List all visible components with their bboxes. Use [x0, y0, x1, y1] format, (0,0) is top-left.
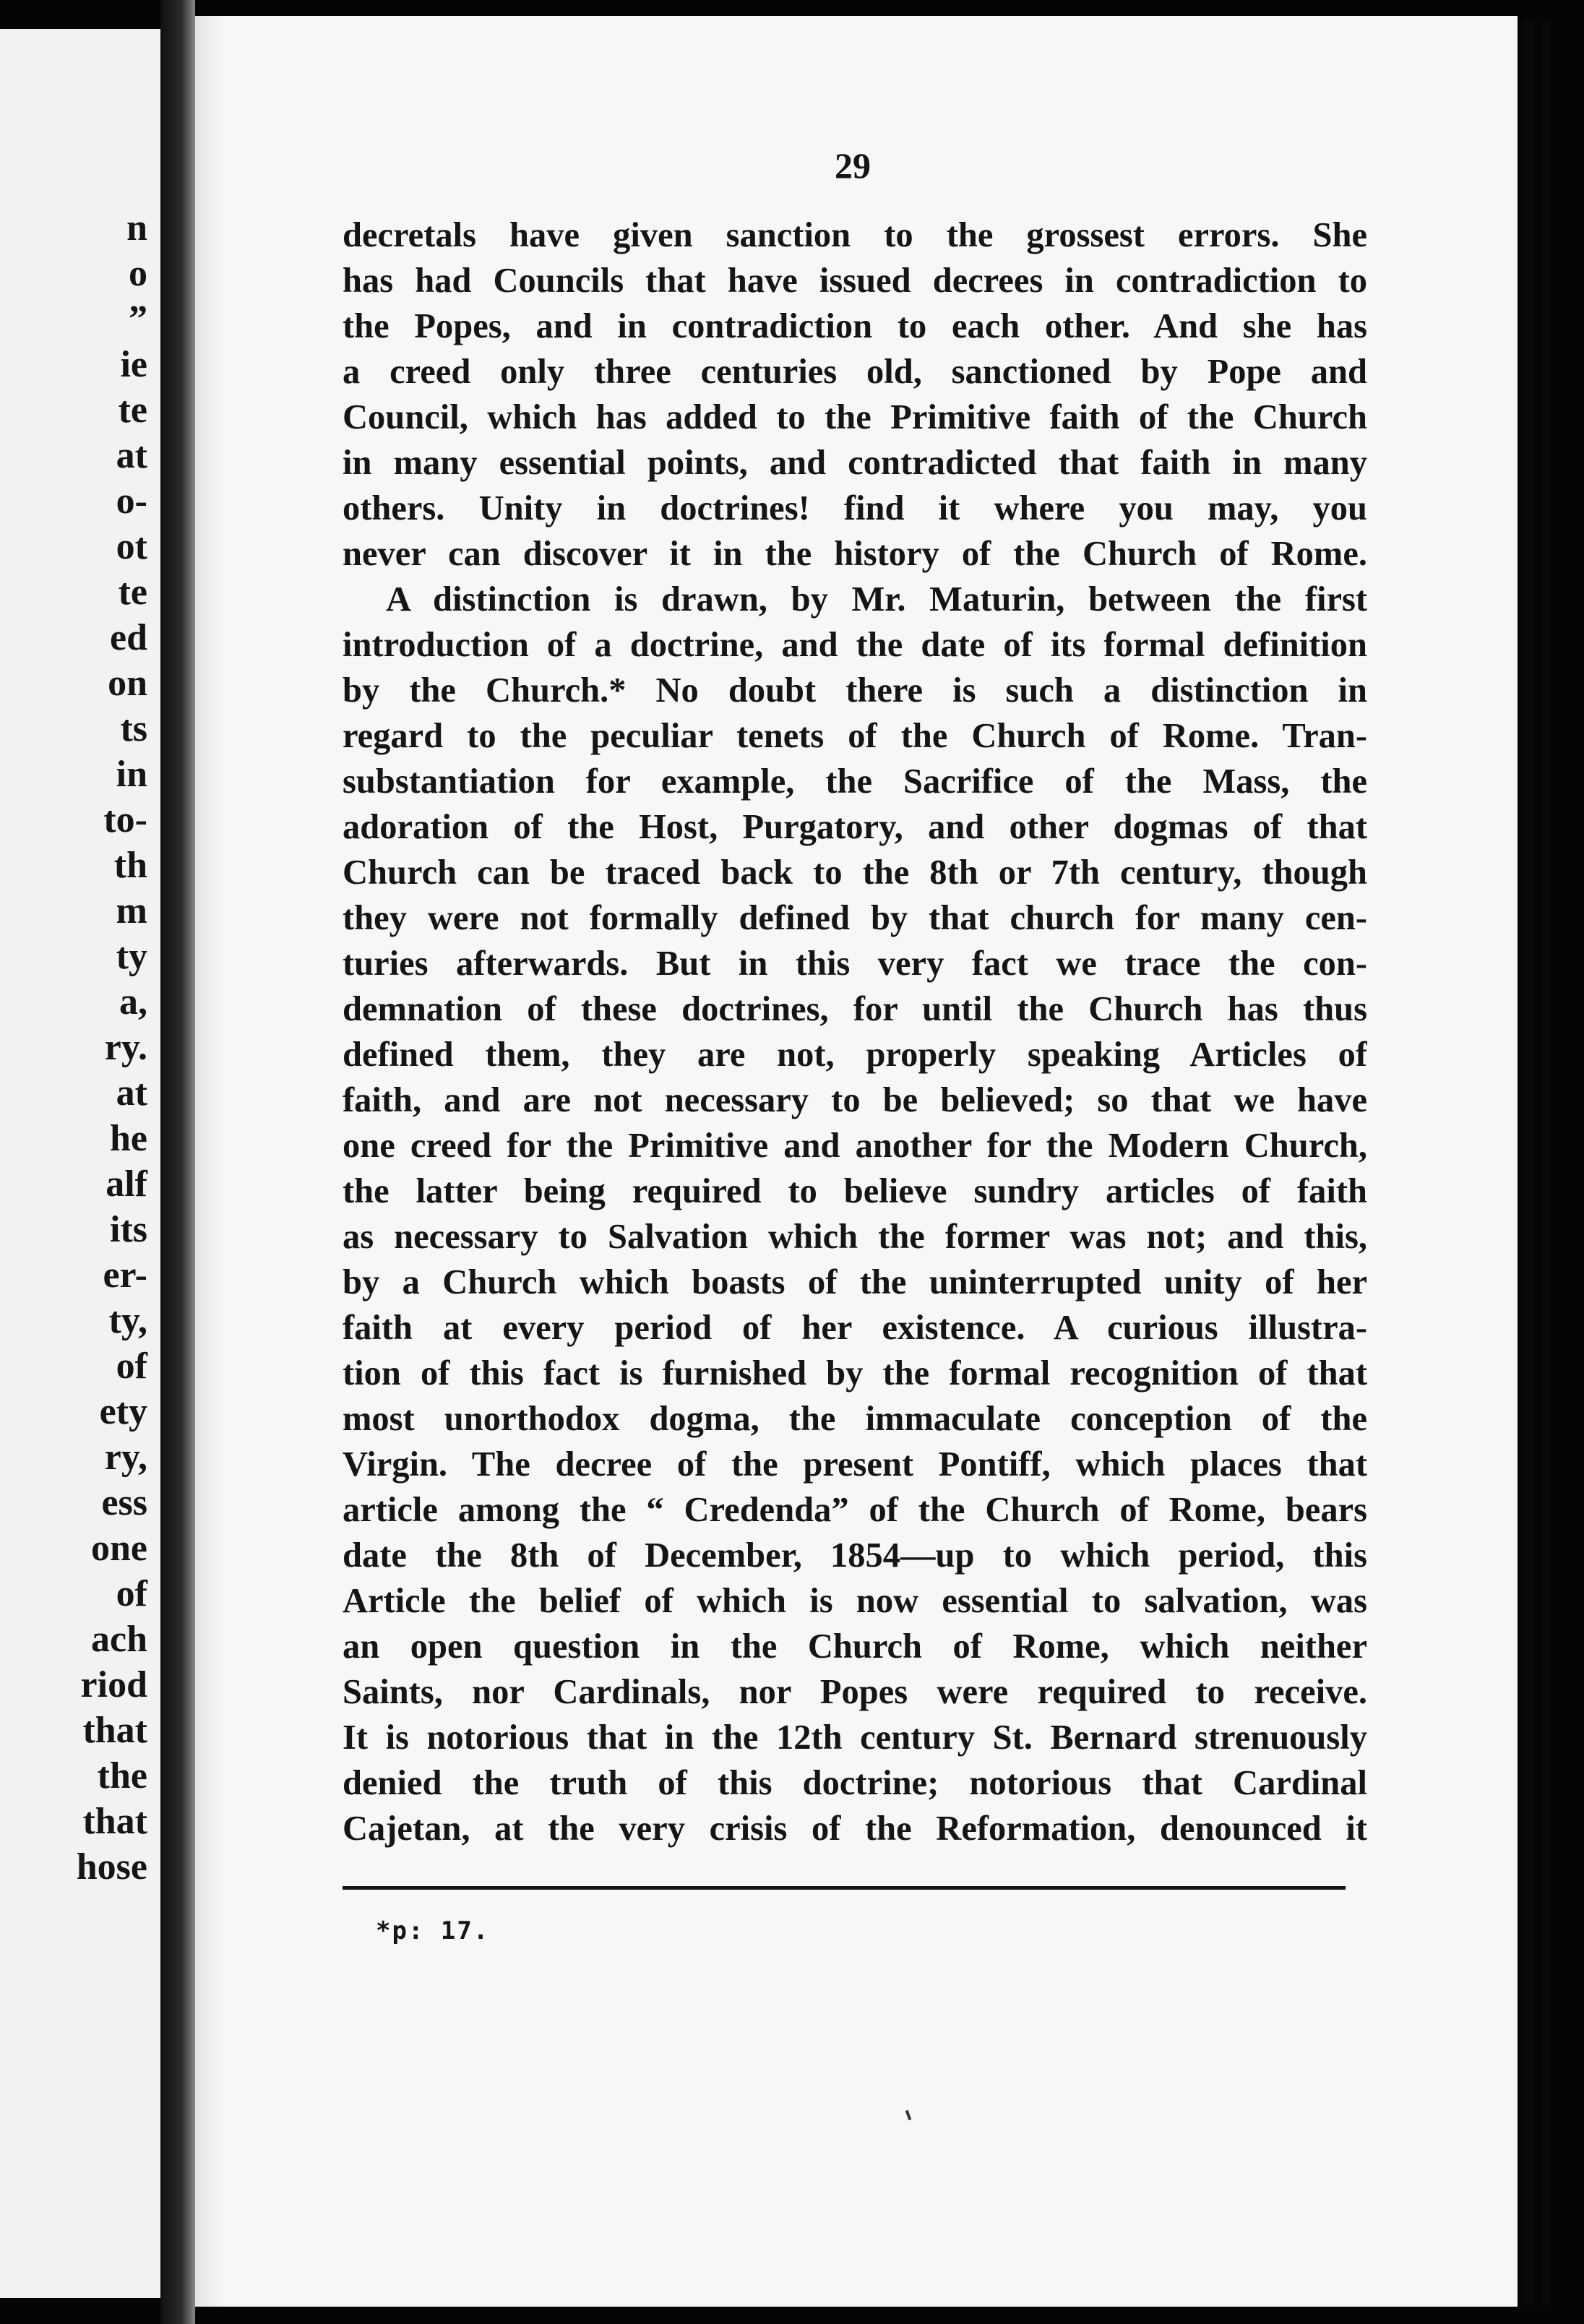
facing-page-fragment: on	[108, 663, 147, 704]
text-line: adoration of the Host, Purgatory, and other dogmas of that	[343, 808, 1367, 846]
text-line: a creed only three centuries old, sanctioned by Pope and	[343, 353, 1367, 391]
text-line: Article the belief of which is now essential to salvation, was	[343, 1582, 1367, 1620]
text-line: defined them, they are not, properly speaking Articles of	[343, 1036, 1367, 1074]
text-line: Cajetan, at the very crisis of the Reformation, denounced it	[343, 1809, 1367, 1848]
facing-page-fragment: of	[116, 1573, 147, 1614]
text-line: they were not formally defined by that church for many cen-	[343, 899, 1367, 937]
facing-page-fragment: ie	[120, 344, 147, 385]
facing-page-fragment: o	[129, 253, 147, 294]
text-line: It is notorious that in the 12th century St. Bernard strenuously	[343, 1718, 1367, 1757]
text-line: Saints, nor Cardinals, nor Popes were required to receive.	[343, 1673, 1367, 1711]
text-line: tion of this fact is furnished by the formal recognition of that	[343, 1354, 1367, 1393]
text-line: article among the “ Credenda” of the Church of Rome, bears	[343, 1491, 1367, 1529]
facing-page-fragment: te	[118, 390, 147, 431]
text-line: Council, which has added to the Primitive faith of the Church	[343, 398, 1367, 436]
facing-page-fragment: th	[113, 845, 147, 886]
facing-page-fragment: ach	[91, 1619, 147, 1660]
facing-page-fragment: the	[97, 1755, 147, 1796]
facing-page-fragment: a,	[119, 981, 147, 1023]
facing-page-fragment: its	[110, 1209, 147, 1250]
facing-page-fragment: ed	[110, 617, 147, 658]
footnote-rule	[343, 1886, 1346, 1890]
facing-page-fragment: te	[118, 572, 147, 613]
text-line: one creed for the Primitive and another for the Modern Church,	[343, 1127, 1367, 1165]
facing-page-fragment: one	[91, 1528, 147, 1569]
text-line: denied the truth of this doctrine; notorious that Cardinal	[343, 1764, 1367, 1802]
facing-page-fragment: ty,	[108, 1300, 147, 1341]
facing-page-fragment: that	[82, 1801, 147, 1842]
facing-page-fragment: of	[116, 1346, 147, 1387]
body-text	[343, 212, 1367, 1851]
text-line: demnation of these doctrines, for until the Church has thus	[343, 990, 1367, 1028]
facing-page-fragment: ot	[116, 526, 147, 567]
text-line: date the 8th of December, 1854—up to which period, this	[343, 1536, 1367, 1575]
facing-page-fragment: riod	[80, 1664, 147, 1705]
text-line: the latter being required to believe sundry articles of faith	[343, 1172, 1367, 1210]
facing-page-fragment: at	[116, 435, 147, 476]
text-line: as necessary to Salvation which the former was not; and this,	[343, 1218, 1367, 1256]
text-line: by a Church which boasts of the uninterrupted unity of her	[343, 1263, 1367, 1301]
facing-page-fragment: o-	[116, 481, 147, 522]
facing-page-fragment: ry.	[104, 1027, 147, 1068]
facing-page-fragment: ty	[116, 936, 147, 977]
facing-page-fragment: at	[116, 1072, 147, 1114]
facing-page-edge	[0, 29, 160, 2298]
text-line: substantiation for example, the Sacrifice of the Mass, the	[343, 762, 1367, 801]
page-gutter	[160, 0, 195, 2324]
page-edge-bar	[1542, 22, 1551, 2305]
facing-page-fragment: hose	[76, 1846, 147, 1888]
facing-page-fragment: he	[110, 1118, 147, 1159]
facing-page-fragment: ”	[129, 298, 147, 340]
text-line: Virgin. The decree of the present Pontiff, which places that	[343, 1445, 1367, 1484]
facing-page-fragment: er-	[103, 1254, 147, 1296]
text-line: by the Church.* No doubt there is such a distinction in	[343, 671, 1367, 710]
facing-page-fragment: ry,	[104, 1437, 147, 1478]
facing-page-fragment: ts	[120, 708, 147, 749]
text-line: regard to the peculiar tenets of the Church of Rome. Tran-	[343, 717, 1367, 755]
facing-page-fragment: m	[116, 890, 147, 931]
text-line: faith at every period of her existence. A curious illustra-	[343, 1309, 1367, 1347]
text-line: Church can be traced back to the 8th or 7th century, though	[343, 853, 1367, 892]
text-line: an open question in the Church of Rome, which neither	[343, 1627, 1367, 1666]
facing-page-fragment: to-	[103, 799, 147, 840]
facing-page-fragment: that	[82, 1710, 147, 1751]
footnote: *p: 17.	[376, 1916, 490, 1945]
facing-page-fragment: alf	[106, 1163, 147, 1205]
text-line: in many essential points, and contradicted that faith in many	[343, 444, 1367, 482]
page-edge-bar	[1523, 22, 1533, 2305]
text-line: decretals have given sanction to the grossest errors. She	[343, 216, 1367, 254]
page-number: 29	[835, 145, 871, 186]
text-line: others. Unity in doctrines! find it where you may, you	[343, 489, 1367, 528]
facing-page-fragment: ess	[101, 1482, 147, 1523]
text-line: turies afterwards. But in this very fact we trace the con-	[343, 944, 1367, 983]
text-line: never can discover it in the history of the Church of Rome.	[343, 535, 1367, 573]
text-line: A distinction is drawn, by Mr. Maturin, between the first	[386, 580, 1367, 619]
facing-page-fragment: n	[126, 207, 147, 249]
text-line: the Popes, and in contradiction to each other. And she has	[343, 307, 1367, 345]
text-line: introduction of a doctrine, and the date of its formal definition	[343, 626, 1367, 664]
facing-page-fragment: ety	[99, 1391, 147, 1432]
text-line: most unorthodox dogma, the immaculate conception of the	[343, 1400, 1367, 1438]
text-line: has had Councils that have issued decrees in contradiction to	[343, 262, 1367, 300]
text-line: faith, and are not necessary to be believed; so that we have	[343, 1081, 1367, 1119]
facing-page-fragment: in	[116, 754, 147, 795]
